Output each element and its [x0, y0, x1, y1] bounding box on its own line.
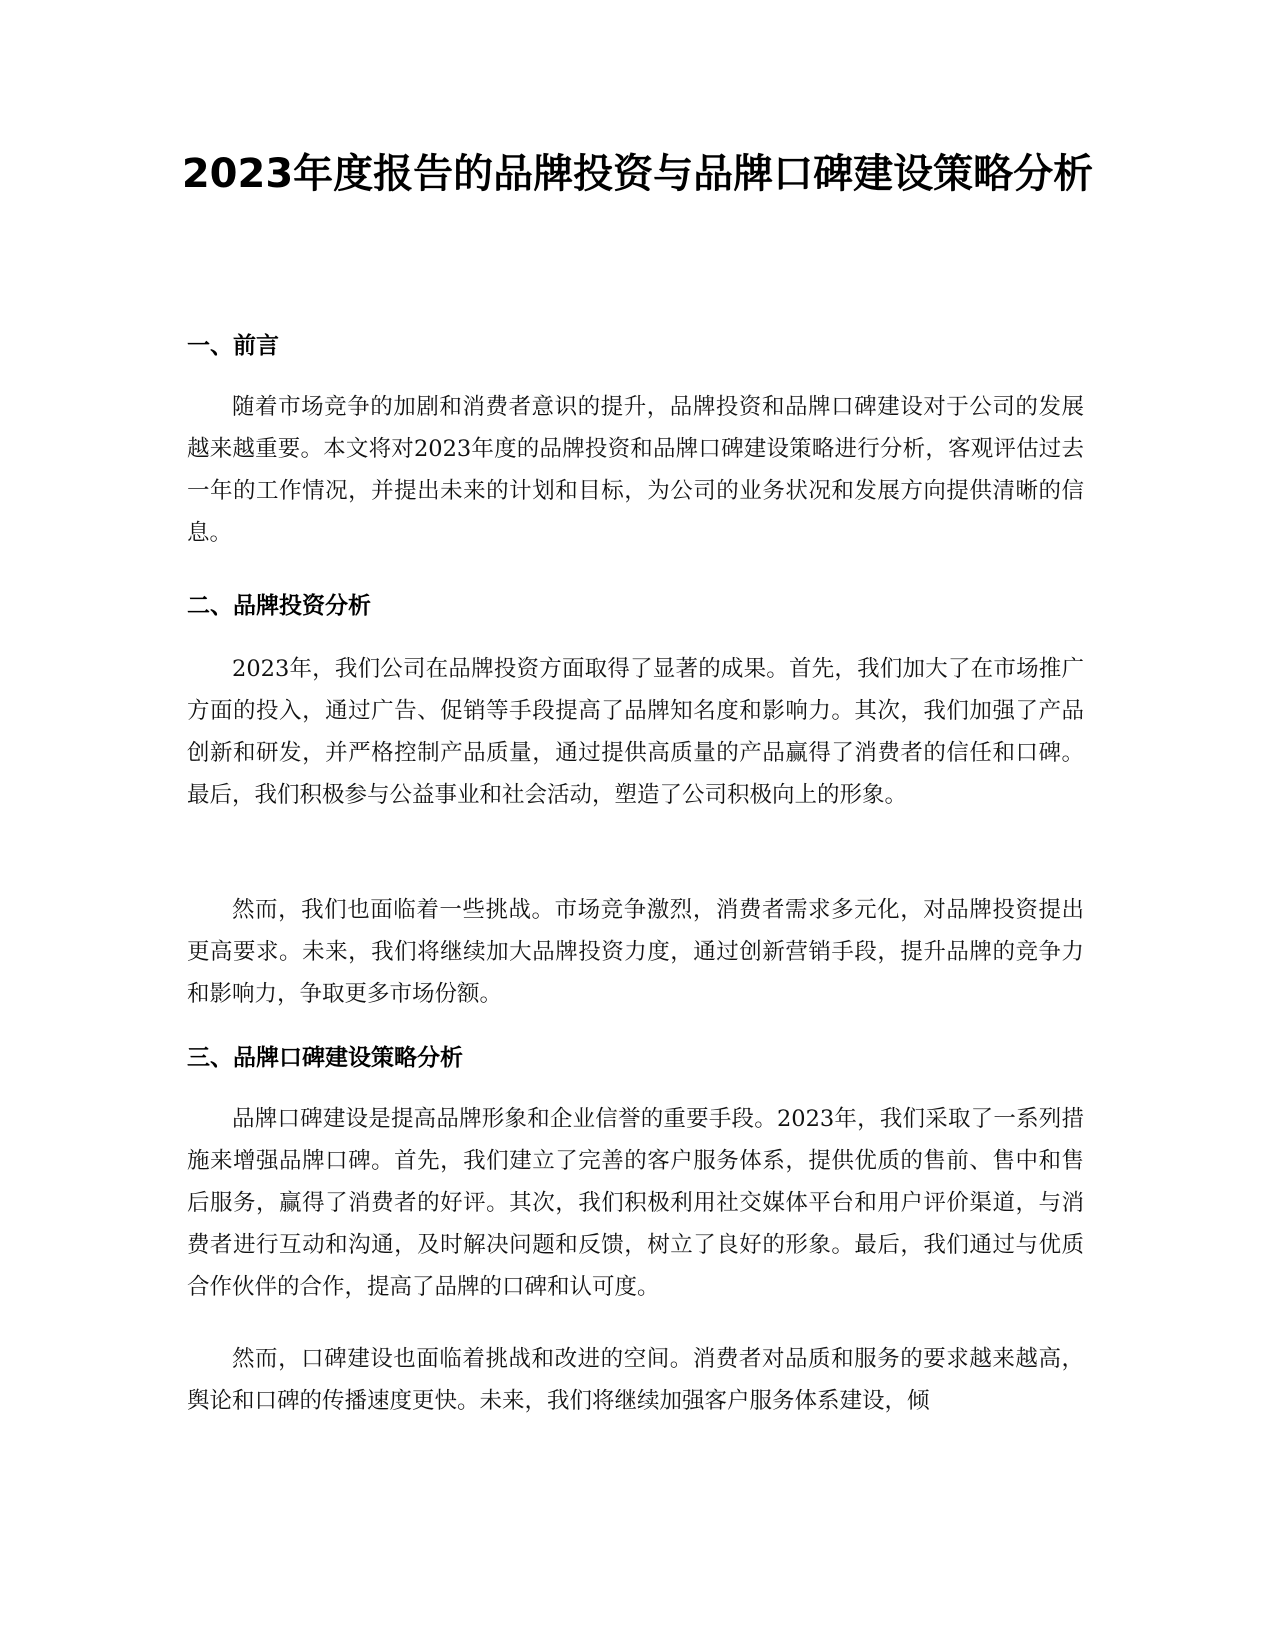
section-heading-reputation-strategy: 三、品牌口碑建设策略分析: [187, 1045, 463, 1071]
section-heading-brand-investment: 二、品牌投资分析: [187, 593, 371, 619]
paragraph-preface: 随着市场竞争的加剧和消费者意识的提升，品牌投资和品牌口碑建设对于公司的发展越来越重要。本文将对2023年度的品牌投资和品牌口碑建设策略进行分析，客观评估过去一年的工作情况，并提出未来的计划和目标，为公司的业务状况和发展方向提供清晰的信息。: [187, 394, 1084, 546]
section-heading-preface: 一、前言: [187, 333, 279, 359]
page-title: 2023年度报告的品牌投资与品牌口碑建设策略分析: [181, 151, 1094, 197]
paragraph-brand-investment-challenges: 然而，我们也面临着一些挑战。市场竞争激烈，消费者需求多元化，对品牌投资提出更高要求。未来，我们将继续加大品牌投资力度，通过创新营销手段，提升品牌的竞争力和影响力，争取更多市场份额。: [187, 897, 1084, 1007]
paragraph-brand-investment-results: 2023年，我们公司在品牌投资方面取得了显著的成果。首先，我们加大了在市场推广方面的投入，通过广告、促销等手段提高了品牌知名度和影响力。其次，我们加强了产品创新和研发，并严格控制产品质量，通过提供高质量的产品赢得了消费者的信任和口碑。最后，我们积极参与公益事业和社会活动，塑造了公司积极向上的形象。: [187, 656, 1084, 808]
paragraph-reputation-measures: 品牌口碑建设是提高品牌形象和企业信誉的重要手段。2023年，我们采取了一系列措施来增强品牌口碑。首先，我们建立了完善的客户服务体系，提供优质的售前、售中和售后服务，赢得了消费者的好评。其次，我们积极利用社交媒体平台和用户评价渠道，与消费者进行互动和沟通，及时解决问题和反馈，树立了良好的形象。最后，我们通过与优质合作伙伴的合作，提高了品牌的口碑和认可度。: [187, 1106, 1084, 1300]
paragraph-reputation-challenges: 然而，口碑建设也面临着挑战和改进的空间。消费者对品质和服务的要求越来越高，舆论和口碑的传播速度更快。未来，我们将继续加强客户服务体系建设，倾: [187, 1346, 1084, 1414]
